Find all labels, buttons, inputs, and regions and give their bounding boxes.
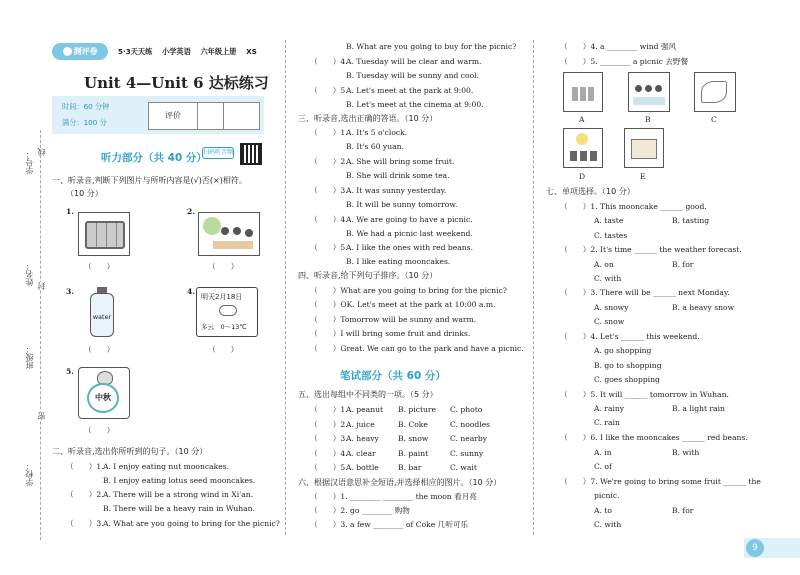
s5-q1-a: A. peanut — [346, 405, 384, 414]
s7-q4-b: B. go to shopping — [594, 361, 662, 370]
side-student-no: 学号： — [25, 150, 34, 174]
s4-item-2: （ ）OK. Let's meet at the park at 10:00 a.m. — [310, 300, 496, 309]
page-number: 9 — [746, 539, 764, 557]
s2-q4-a: A. Tuesday will be clear and warm. — [346, 57, 482, 66]
q4-number: 4. — [187, 287, 195, 296]
s5-q1-c: C. photo — [450, 405, 483, 414]
s5-q3-a: A. heavy — [346, 434, 379, 443]
viewers-icon — [570, 151, 577, 161]
eval-label: 评价 — [149, 103, 198, 129]
s2-q2-b: B. There will be a heavy rain in Wuhan. — [103, 504, 255, 513]
s7-q5-c: C. rain — [594, 418, 620, 427]
s5-q2-a: A. juice — [346, 420, 375, 429]
binding-line — [40, 130, 41, 540]
s7-q5-b: B. a light rain — [672, 404, 725, 413]
s2-q4-b: B. Tuesday will be sunny and cool. — [346, 71, 480, 80]
picnic-people-icon — [635, 85, 642, 92]
s2-q1-a: A. I enjoy eating nut mooncakes. — [103, 462, 230, 471]
s3-q4-a: A. We are going to have a picnic. — [346, 215, 473, 224]
section-5-title: 五、选出每组中不同类的一项。（5 分） — [298, 390, 438, 399]
s3-q1-num: （ ）1. — [310, 128, 348, 137]
q2-number: 2. — [187, 207, 195, 216]
section-3-title: 三、听录音,选出正确的答语。（10 分） — [298, 114, 438, 123]
s6-picture-b-picnic — [628, 72, 670, 112]
s2-q1-num: （ ）1. — [66, 462, 104, 471]
s2-q5-a: A. Let's meet at the park at 9:00. — [346, 86, 474, 95]
s3-q3-b: B. It will be sunny tomorrow. — [346, 200, 458, 209]
s5-q1-num: （ ）1. — [310, 405, 348, 414]
q3-number: 3. — [66, 287, 74, 296]
s2-q3-a: A. What are you going to bring for the picnic? — [103, 519, 280, 528]
s7-q3-a: A. snowy — [594, 303, 629, 312]
header-edition: XS — [246, 47, 257, 56]
s6-item-2: （ ）2. go ________ 购物 — [310, 506, 410, 515]
s6-item-1: （ ）1. ________ ________ the moon 看月亮 — [310, 492, 477, 501]
q1-picture-mooncake-box — [78, 212, 130, 256]
section-1-score: （10 分） — [66, 189, 103, 198]
s3-q4-num: （ ）4. — [310, 215, 348, 224]
s5-q2-num: （ ）2. — [310, 420, 348, 429]
q3-answer-paren: （ ） — [84, 345, 115, 354]
s4-item-5: （ ）Great. We can go to the park and have a picnic. — [310, 344, 524, 353]
s3-q5-num: （ ）5. — [310, 243, 348, 252]
section-4-title: 四、听录音,给下列句子排序。（10 分） — [298, 271, 438, 280]
s6-picture-c-wind — [694, 72, 736, 112]
section-7-title: 七、单项选择。（10 分） — [546, 187, 635, 196]
side-school: 学校： — [25, 462, 34, 486]
s5-q4-b: B. paint — [398, 449, 429, 458]
s5-q4-c: C. sunny — [450, 449, 484, 458]
s2-q5-b: B. Let's meet at the cinema at 9:00. — [346, 100, 484, 109]
s5-q3-b: B. snow — [398, 434, 429, 443]
s7-q4: （ ）4. Let's ______ this weekend. — [560, 332, 700, 341]
s3-q2-b: B. She will drink some tea. — [346, 171, 450, 180]
q2-picture-picnic — [198, 212, 260, 256]
s7-q4-c: C. goes shopping — [594, 375, 660, 384]
side-class: 班级： — [25, 345, 34, 369]
blanket-icon — [213, 241, 253, 249]
s6-label-e: E — [640, 172, 646, 181]
eval-box — [148, 102, 260, 130]
s3-q4-b: B. We had a picnic last weekend. — [346, 229, 473, 238]
s2-q3-num: （ ）3. — [66, 519, 104, 528]
q4-weather-card — [196, 287, 258, 337]
tree-icon — [203, 217, 221, 235]
q2-answer-paren: （ ） — [208, 262, 239, 271]
s2-q1-b: B. I enjoy eating lotus seed mooncakes. — [103, 476, 256, 485]
s5-q4-a: A. clear — [346, 449, 376, 458]
header-line — [118, 47, 257, 57]
s6-picture-a-cans — [563, 72, 603, 112]
wind-icon — [701, 81, 727, 103]
s6-label-a: A — [579, 115, 585, 124]
s6-item-3: （ ）3. a few ________ of Coke 几听可乐 — [310, 520, 469, 529]
s5-q4-num: （ ）4. — [310, 449, 348, 458]
s7-q1: （ ）1. This mooncake ______ good. — [560, 202, 707, 211]
s7-q7-c: C. with — [594, 520, 622, 529]
section-1-title: 一、听录音,判断下列图片与所听内容是(√)否(×)相符。 — [52, 176, 247, 185]
s3-q3-a: A. It was sunny yesterday. — [346, 186, 447, 195]
festival-label: 中秋 — [95, 393, 111, 402]
listening-banner: 听力部分（共 40 分） — [101, 152, 207, 164]
picnic-cloth-icon — [633, 97, 665, 105]
moon-icon — [576, 133, 588, 145]
cloud-icon — [219, 305, 237, 316]
s7-q6: （ ）6. I like the mooncakes ______ red beans. — [560, 433, 748, 442]
s7-q2-a: A. on — [594, 260, 614, 269]
score-info: 满分：100 分 — [62, 118, 107, 127]
q5-picture-mid-autumn — [78, 367, 130, 419]
s4-item-1: （ ）What are you going to bring for the picnic? — [310, 286, 507, 295]
header-series: 5·3天天练 — [118, 47, 153, 56]
s6-label-b: B — [645, 115, 651, 124]
section-6-title: 六、根据汉语意思补全短语,并选择相应的图片。（10 分） — [298, 478, 502, 487]
section-2-title: 二、听录音,选出你所听到的句子。（10 分） — [52, 447, 208, 456]
q3-picture-water-bottle — [88, 287, 116, 337]
weather-date: 明天2月18日 — [201, 293, 243, 301]
eval-slot — [223, 103, 224, 129]
qr-label: 扫码听音频 — [202, 147, 234, 159]
s6-item-5: （ ）5. ________ a picnic 去野餐 — [560, 57, 689, 66]
s5-q5-num: （ ）5. — [310, 463, 348, 472]
s3-q5-a: A. I like the ones with red beans. — [346, 243, 473, 252]
weather-detail: 多云 0～13℃ — [201, 323, 247, 331]
s5-q3-num: （ ）3. — [310, 434, 348, 443]
mooncake-box-icon — [85, 221, 125, 249]
s7-q6-c: C. of — [594, 462, 612, 471]
s4-item-4: （ ）I will bring some fruit and drinks. — [310, 329, 471, 338]
s5-q5-a: A. bottle — [346, 463, 379, 472]
s6-item-4: （ ）4. a ________ wind 强风 — [560, 42, 677, 51]
info-panel — [52, 96, 264, 134]
s5-q2-b: B. Coke — [398, 420, 428, 429]
qr-code[interactable] — [240, 143, 262, 165]
header-grade: 六年级上册 — [200, 47, 237, 56]
s4-item-3: （ ）Tomorrow will be sunny and warm. — [310, 315, 477, 324]
s2-q2-num: （ ）2. — [66, 490, 104, 499]
s3-q2-num: （ ）2. — [310, 157, 348, 166]
s3-q2-a: A. She will bring some fruit. — [346, 157, 455, 166]
side-name: 姓名： — [25, 262, 34, 286]
s3-q3-num: （ ）3. — [310, 186, 348, 195]
page-title: Unit 4—Unit 6 达标练习 — [84, 74, 269, 92]
s6-label-d: D — [579, 172, 586, 181]
s7-q5-a: A. rainy — [594, 404, 625, 413]
shop-icon — [631, 139, 657, 159]
s2-q4-num: （ ）4. — [310, 57, 348, 66]
s7-q3-c: C. snow — [594, 317, 625, 326]
s7-q5: （ ）5. It will ______ tomorrow in Wuhan. — [560, 390, 729, 399]
s7-q6-a: A. in — [594, 448, 612, 457]
q5-answer-paren: （ ） — [84, 426, 115, 435]
s2-q2-a: A. There will be a strong wind in Xi'an. — [103, 490, 254, 499]
s5-q5-c: C. wait — [450, 463, 477, 472]
s7-q1-b: B. tasting — [672, 216, 710, 225]
s3-q1-a: A. It's 5 o'clock. — [346, 128, 408, 137]
q1-answer-paren: （ ） — [84, 262, 115, 271]
s3-q1-b: B. It's 60 yuan. — [346, 142, 404, 151]
s2-q5-num: （ ）5. — [310, 86, 348, 95]
s7-q3-b: B. a heavy snow — [672, 303, 735, 312]
s7-q1-c: C. tastes — [594, 231, 628, 240]
s7-q7-a: A. to — [594, 506, 612, 515]
badge-icon — [63, 47, 72, 56]
badge-label: 测评卷 — [73, 47, 98, 56]
s6-label-c: C — [711, 115, 717, 124]
time-info: 时间：60 分钟 — [62, 102, 110, 111]
s5-q5-b: B. bar — [398, 463, 422, 472]
s7-q2-b: B. for — [672, 260, 694, 269]
s7-q7: （ ）7. We're going to bring some fruit ______ the — [560, 477, 761, 486]
s7-q7-cont: picnic. — [594, 491, 620, 500]
s7-q2: （ ）2. It's time ______ the weather forecast. — [560, 245, 742, 254]
s5-q3-c: C. nearby — [450, 434, 488, 443]
cans-icon — [572, 87, 578, 101]
s7-q6-b: B. with — [672, 448, 700, 457]
writing-banner: 笔试部分（共 60 分） — [340, 370, 446, 382]
column-divider-2 — [533, 40, 534, 535]
q5-number: 5. — [66, 367, 74, 376]
q4-answer-paren: （ ） — [208, 345, 239, 354]
water-label: water — [92, 313, 112, 321]
s7-q2-c: C. with — [594, 274, 622, 283]
s7-q1-a: A. taste — [594, 216, 624, 225]
s5-q2-c: C. noodles — [450, 420, 491, 429]
people-icon — [221, 227, 229, 235]
s7-q4-a: A. go shopping — [594, 346, 652, 355]
header-badge — [52, 43, 108, 60]
column-divider-1 — [285, 40, 286, 535]
s7-q7-b: B. for — [672, 506, 694, 515]
side-line-mark: 线 — [37, 148, 46, 156]
s6-picture-d-moon — [563, 128, 603, 168]
s7-q3: （ ）3. There will be ______ next Monday. — [560, 288, 730, 297]
s2-q3-b: B. What are you going to buy for the picnic? — [346, 42, 517, 51]
s3-q5-b: B. I like eating mooncakes. — [346, 257, 451, 266]
q1-number: 1. — [66, 207, 74, 216]
header-subject: 小学英语 — [162, 47, 191, 56]
side-seal-mark: 封 — [37, 282, 46, 290]
s5-q1-b: B. picture — [398, 405, 437, 414]
s6-picture-e-shopping — [624, 128, 664, 168]
side-dense-mark: 密 — [37, 412, 46, 420]
